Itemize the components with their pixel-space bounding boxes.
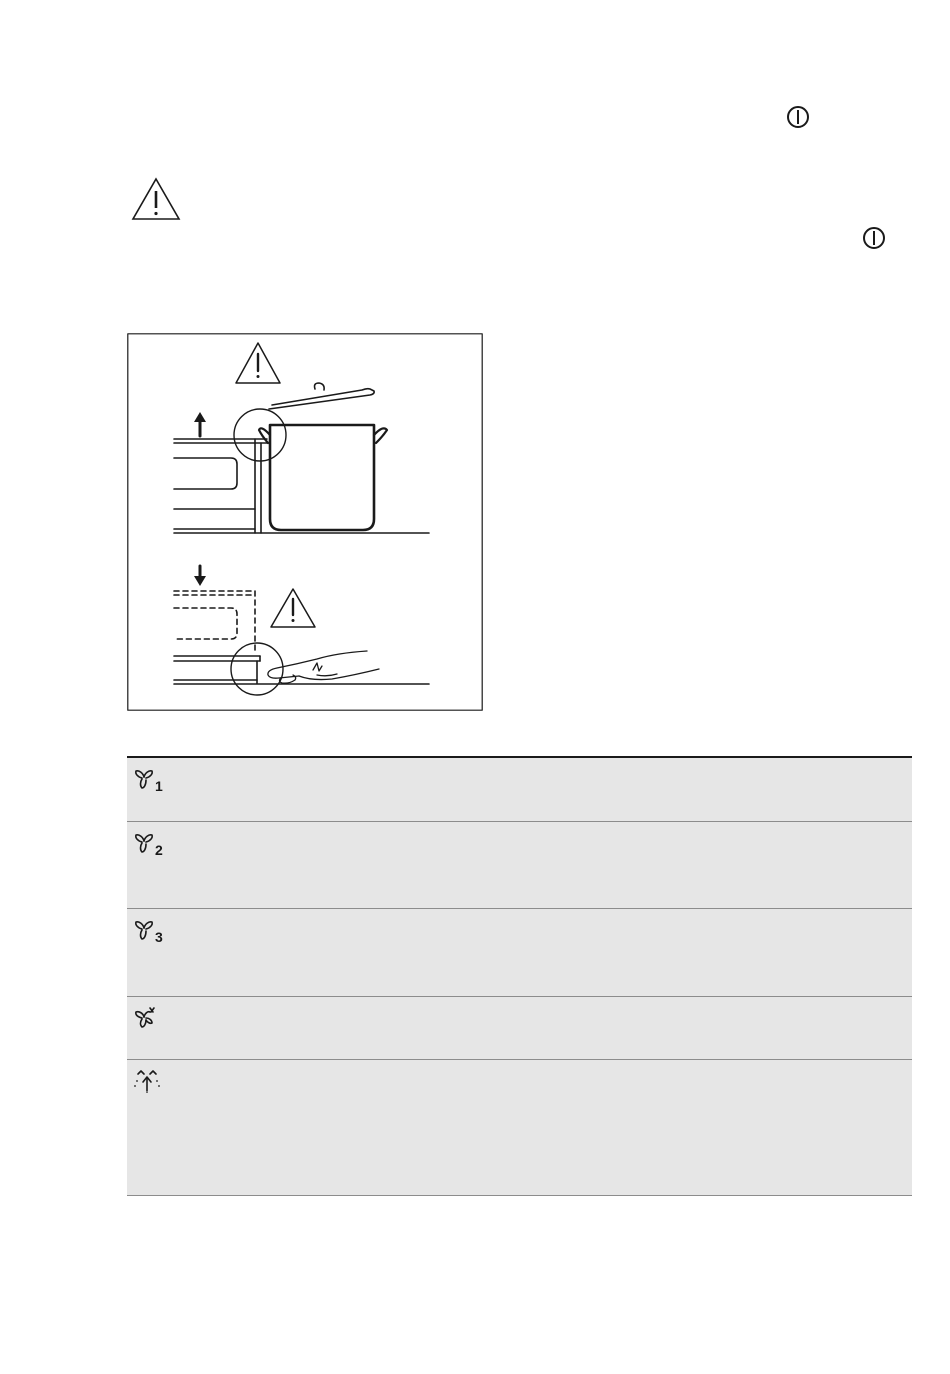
pot	[259, 383, 387, 530]
arrow-up-icon	[194, 412, 206, 436]
table-row	[127, 909, 912, 997]
warning-triangle-icon	[236, 343, 280, 383]
power-icon-right	[861, 225, 887, 251]
arrow-down-icon	[194, 566, 206, 586]
warning-triangle-icon	[271, 589, 315, 627]
power-onoff-icon	[785, 104, 811, 130]
hand	[268, 651, 379, 683]
table-row	[127, 822, 912, 909]
fan-mode-table	[127, 756, 912, 1196]
table-row	[127, 997, 912, 1060]
fan-speed-number: 2	[155, 842, 163, 858]
hood-lowered-outline	[174, 591, 255, 653]
table-row	[127, 1060, 912, 1196]
power-onoff-icon	[861, 225, 887, 251]
power-icon-top	[785, 104, 811, 130]
fan-auto-icon	[133, 1006, 157, 1030]
fan-speed-number: 1	[155, 778, 163, 794]
warning-triangle-icon	[131, 177, 181, 221]
hood-safety-illustration	[127, 333, 483, 711]
hood-raised	[174, 439, 267, 533]
breeze-icon	[133, 1069, 161, 1093]
fan-icon	[133, 831, 155, 855]
table-row	[127, 758, 912, 822]
fan-speed-number: 3	[155, 929, 163, 945]
warning-icon-left	[131, 177, 181, 221]
fan-icon	[133, 918, 155, 942]
fan-icon	[133, 767, 155, 791]
